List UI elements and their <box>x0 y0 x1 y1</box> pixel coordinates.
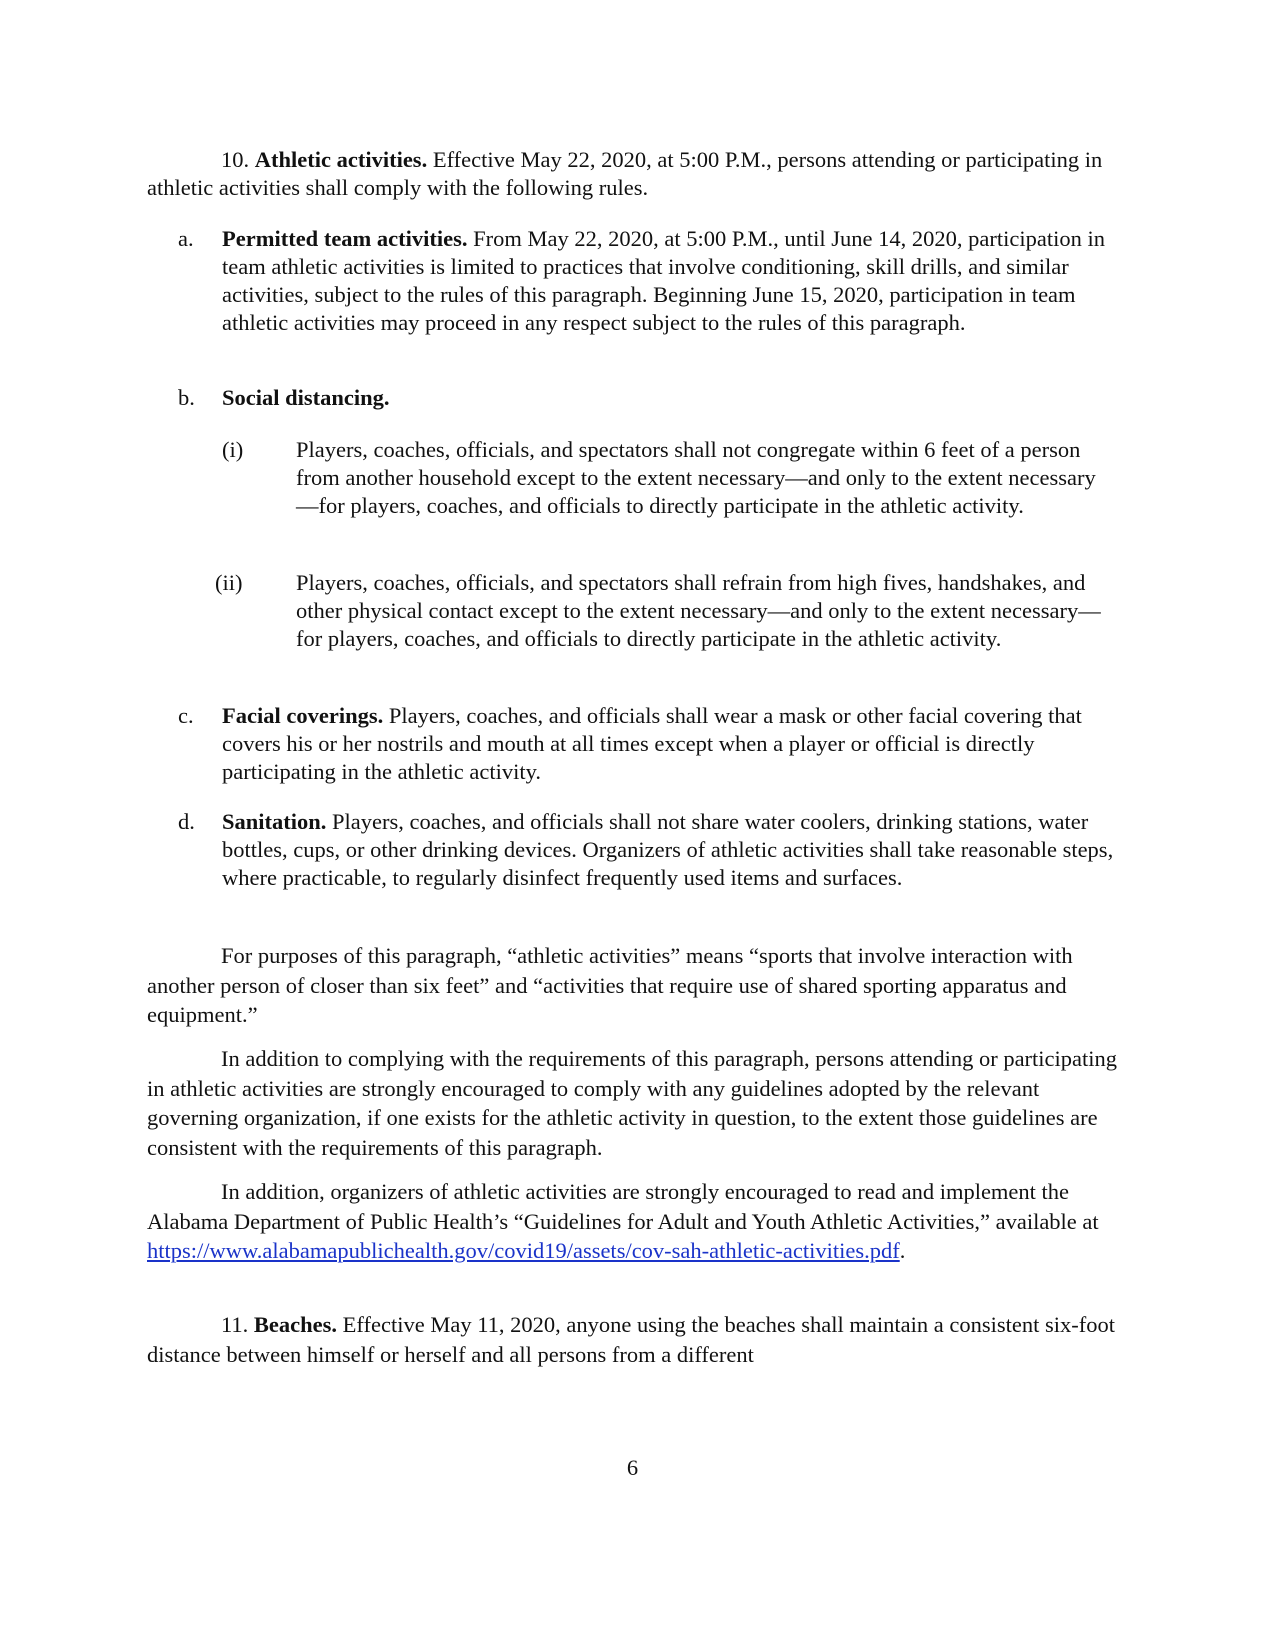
item-d-label: d. <box>178 809 195 834</box>
additional-2-after: . <box>899 1238 906 1263</box>
item-b-i-label: (i) <box>222 437 244 462</box>
guidelines-link[interactable]: https://www.alabamapublichealth.gov/covid19/assets/cov-sah-athletic-activities.pdf <box>147 1238 900 1263</box>
item-b-body <box>222 384 1122 412</box>
paragraph-11-number: 11. <box>221 1312 249 1337</box>
item-a-text: From May 22, 2020, at 5:00 P.M., until June 14, 2020, participation in team athletic activities is limited to practices that involve conditioning, skill drills, and similar activities, subject to the rules of this paragraph. Beginning June 15, 2020, participation in team athletic activities may proceed in any respect subject to the rules of this paragraph. <box>222 226 1105 335</box>
paragraph-11-heading: Beaches. <box>253 1312 338 1337</box>
paragraph-10-number: 10. <box>221 147 250 172</box>
additional-1-text: In addition to complying with the requirements of this paragraph, persons attending or participating in athletic activities are strongly encouraged to comply with any guidelines adopted by the relevant governing organization, if one exists for the athletic activity in question, to the extent those guidelines are consistent with the requirements of this paragraph. <box>147 1046 1118 1160</box>
item-b-ii-label: (ii) <box>215 570 243 595</box>
item-b-i-text: Players, coaches, officials, and spectators shall not congregate within 6 feet of a person from another household except to the extent necessary—and only to the extent necessary—for players, coaches, and officials to directly participate in the athletic activity. <box>296 437 1096 518</box>
item-d-body <box>222 808 1122 892</box>
paragraph-11-text: Effective May 11, 2020, anyone using the beaches shall maintain a consistent six-foot distance between himself or herself and all persons from a different <box>147 1312 1115 1367</box>
paragraph-10-text: Effective May 22, 2020, at 5:00 P.M., persons attending or participating in athletic activities shall comply with the following rules. <box>147 147 1103 200</box>
item-b-ii-text: Players, coaches, officials, and spectators shall refrain from high fives, handshakes, and other physical contact except to the extent necessary—and only to the extent necessary—for players, coaches, and officials to directly participate in the athletic activity. <box>296 570 1101 651</box>
additional-2-text: In addition, organizers of athletic activities are strongly encouraged to read and implement the Alabama Department of Public Health’s “Guidelines for Adult and Youth Athletic Activities,” available at <box>147 1179 1099 1234</box>
definition-paragraph <box>147 941 1122 1030</box>
item-b-label: b. <box>178 385 195 410</box>
item-a-label: a. <box>178 226 194 251</box>
item-d-text: Players, coaches, and officials shall not share water coolers, drinking stations, water bottles, cups, or other drinking devices. Organizers of athletic activities shall take reasonable steps, where practicable, to regularly disinfect frequently used items and surfaces. <box>222 809 1114 890</box>
item-a-heading: Permitted team activities. <box>222 226 468 251</box>
item-a-body <box>222 225 1122 337</box>
item-c-text: Players, coaches, and officials shall wear a mask or other facial covering that covers his or her nostrils and mouth at all times except when a player or official is directly participating in the athletic activity. <box>222 703 1082 784</box>
item-c-heading: Facial coverings. <box>222 703 384 728</box>
item-c-label: c. <box>178 703 194 728</box>
item-d-heading: Sanitation. <box>222 809 327 834</box>
paragraph-10 <box>147 146 1122 202</box>
additional-paragraph-1 <box>147 1044 1122 1162</box>
definition-text: For purposes of this paragraph, “athletic activities” means “sports that involve interaction with another person of closer than six feet” and “activities that require use of shared sporting apparatus and equipment.” <box>147 943 1073 1027</box>
additional-paragraph-2 <box>147 1177 1122 1266</box>
item-c-body <box>222 702 1122 786</box>
paragraph-10-heading: Athletic activities. <box>254 147 428 172</box>
paragraph-11 <box>147 1310 1122 1369</box>
item-b-heading: Social distancing. <box>222 385 390 410</box>
page-number: 6 <box>626 1455 639 1480</box>
